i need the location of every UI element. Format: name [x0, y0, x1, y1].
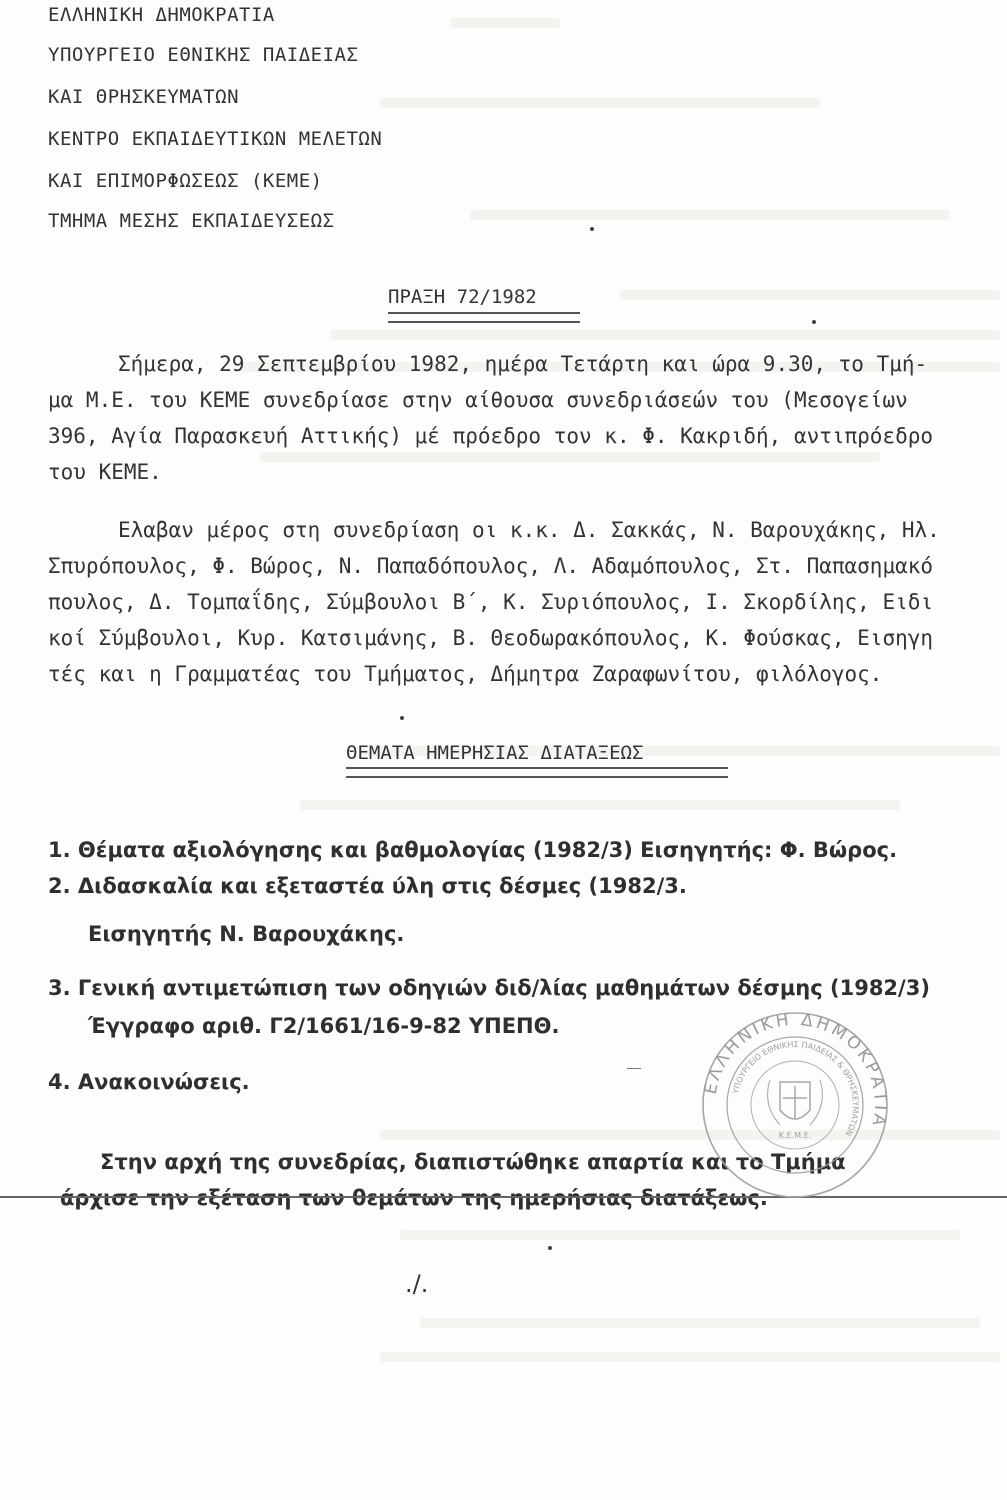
header-center: ΚΕΝΤΡΟ ΕΚΠΑΙΔΕΥΤΙΚΩΝ ΜΕΛΕΤΩΝ — [48, 128, 383, 150]
bleed-through-mark — [300, 800, 900, 810]
paragraph-attendees-line-1: Ελαβαν μέρος στη συνεδρίαση οι κ.κ. Δ. Σακκάς, Ν. Βαρουχάκης, Ηλ. — [118, 518, 940, 542]
closing-line-1: Στην αρχή της συνεδρίας, διαπιστώθηκε απαρτία και το Τμήμα — [100, 1150, 846, 1174]
bleed-through-mark — [380, 98, 820, 108]
stray-dot — [400, 716, 404, 720]
paragraph-attendees-line-2: Σπυρόπουλος, Φ. Βώρος, Ν. Παπαδόπουλος, Λ. Αδαμόπουλος, Στ. Παπασημακό — [48, 554, 934, 578]
stray-dot — [812, 320, 816, 324]
paragraph-attendees-line-5: τές και η Γραμματέας του Τμήματος, Δήμητρα Ζαραφωνίτου, φιλόλογος. — [48, 662, 883, 686]
svg-text:ΕΛΛΗΝΙΚΗ ΔΗΜΟΚΡΑΤΙΑ: ΕΛΛΗΝΙΚΗ ΔΗΜΟΚΡΑΤΙΑ — [700, 1010, 890, 1131]
paragraph-meeting-line-2: μα Μ.Ε. του ΚΕΜΕ συνεδρίασε στην αίθουσα συνεδριάσεών του (Μεσογείων — [48, 388, 908, 412]
stray-mark — [627, 1068, 641, 1069]
official-seal-stamp — [700, 1010, 890, 1200]
bleed-through-mark — [620, 290, 1000, 300]
paragraph-meeting-line-4: του ΚΕΜΕ. — [48, 460, 162, 484]
closing-line-2: άρχισε την εξέταση των θεμάτων της ημερήσιας διατάξεως. — [60, 1186, 768, 1210]
bleed-through-mark — [420, 1318, 980, 1328]
document-title: ΠΡΑΞΗ 72/1982 — [388, 286, 537, 308]
paragraph-attendees-line-3: πουλος, Δ. Τομπαΐδης, Σύμβουλοι Β΄, Κ. Συριόπουλος, Ι. Σκορδίλης, Ειδι — [48, 590, 934, 614]
agenda-item-1: 1. Θέματα αξιολόγησης και βαθμολογίας (1982/3) Εισηγητής: Φ. Βώρος. — [48, 838, 898, 862]
bleed-through-mark — [380, 1130, 1000, 1140]
bleed-through-mark — [470, 210, 950, 220]
bleed-through-mark — [400, 1230, 960, 1240]
header-department: ΤΜΗΜΑ ΜΕΣΗΣ ΕΚΠΑΙΔΕΥΣΕΩΣ — [48, 210, 335, 232]
stray-dot — [548, 1246, 552, 1250]
svg-text:Κ.Ε.Μ.Ε.: Κ.Ε.Μ.Ε. — [778, 1131, 812, 1140]
agenda-item-3-cont: Έγγραφο αριθ. Γ2/1661/16-9-82 ΥΠΕΠΘ. — [88, 1014, 560, 1038]
bleed-through-mark — [330, 330, 1000, 340]
header-ministry-cont: ΚΑΙ ΘΡΗΣΚΕΥΜΑΤΩΝ — [48, 86, 240, 108]
agenda-item-3: 3. Γενική αντιμετώπιση των οδηγιών διδ/λίας μαθημάτων δέσμης (1982/3) — [48, 976, 930, 1000]
agenda-item-4: 4. Ανακοινώσεις. — [48, 1070, 250, 1094]
header-country: ΕΛΛΗΝΙΚΗ ΔΗΜΟΚΡΑΤΙΑ — [48, 4, 275, 26]
continuation-mark: ./. — [405, 1270, 429, 1298]
svg-text:ΥΠΟΥΡΓΕΙΟ ΕΘΝΙΚΗΣ ΠΑΙΔΕΙΑΣ & Θ: ΥΠΟΥΡΓΕΙΟ ΕΘΝΙΚΗΣ ΠΑΙΔΕΙΑΣ & ΘΡΗΣΚΕΥΜΑΤΩΝ — [731, 1039, 861, 1138]
agenda-item-2: 2. Διδασκαλία και εξεταστέα ύλη στις δέσμες (1982/3. — [48, 874, 687, 898]
header-center-cont: ΚΑΙ ΕΠΙΜΟΡΦΩΣΕΩΣ (ΚΕΜΕ) — [48, 170, 323, 192]
paragraph-attendees-line-4: κοί Σύμβουλοι, Κυρ. Κατσιμάνης, Β. Θεοδωρακόπουλος, Κ. Φούσκας, Εισηγη — [48, 626, 934, 650]
title-double-underline — [388, 312, 580, 323]
bleed-through-mark — [450, 18, 560, 28]
bleed-through-mark — [380, 1352, 1000, 1362]
stray-dot — [590, 227, 594, 231]
paragraph-meeting-line-1: Σήμερα, 29 Σεπτεμβρίου 1982, ημέρα Τετάρτη και ώρα 9.30, το Τμή- — [118, 352, 928, 376]
agenda-heading: ΘΕΜΑΤΑ ΗΜΕΡΗΣΙΑΣ ΔΙΑΤΑΞΕΩΣ — [346, 742, 644, 764]
paragraph-meeting-line-3: 396, Αγία Παρασκευή Αττικής) μέ πρόεδρο τον κ. Φ. Κακριδή, αντιπρόεδρο — [48, 424, 934, 448]
agenda-heading-double-underline — [346, 767, 728, 778]
agenda-item-2-cont: Εισηγητής Ν. Βαρουχάκης. — [88, 922, 405, 946]
header-ministry: ΥΠΟΥΡΓΕΙΟ ΕΘΝΙΚΗΣ ΠΑΙΔΕΙΑΣ — [48, 44, 359, 66]
